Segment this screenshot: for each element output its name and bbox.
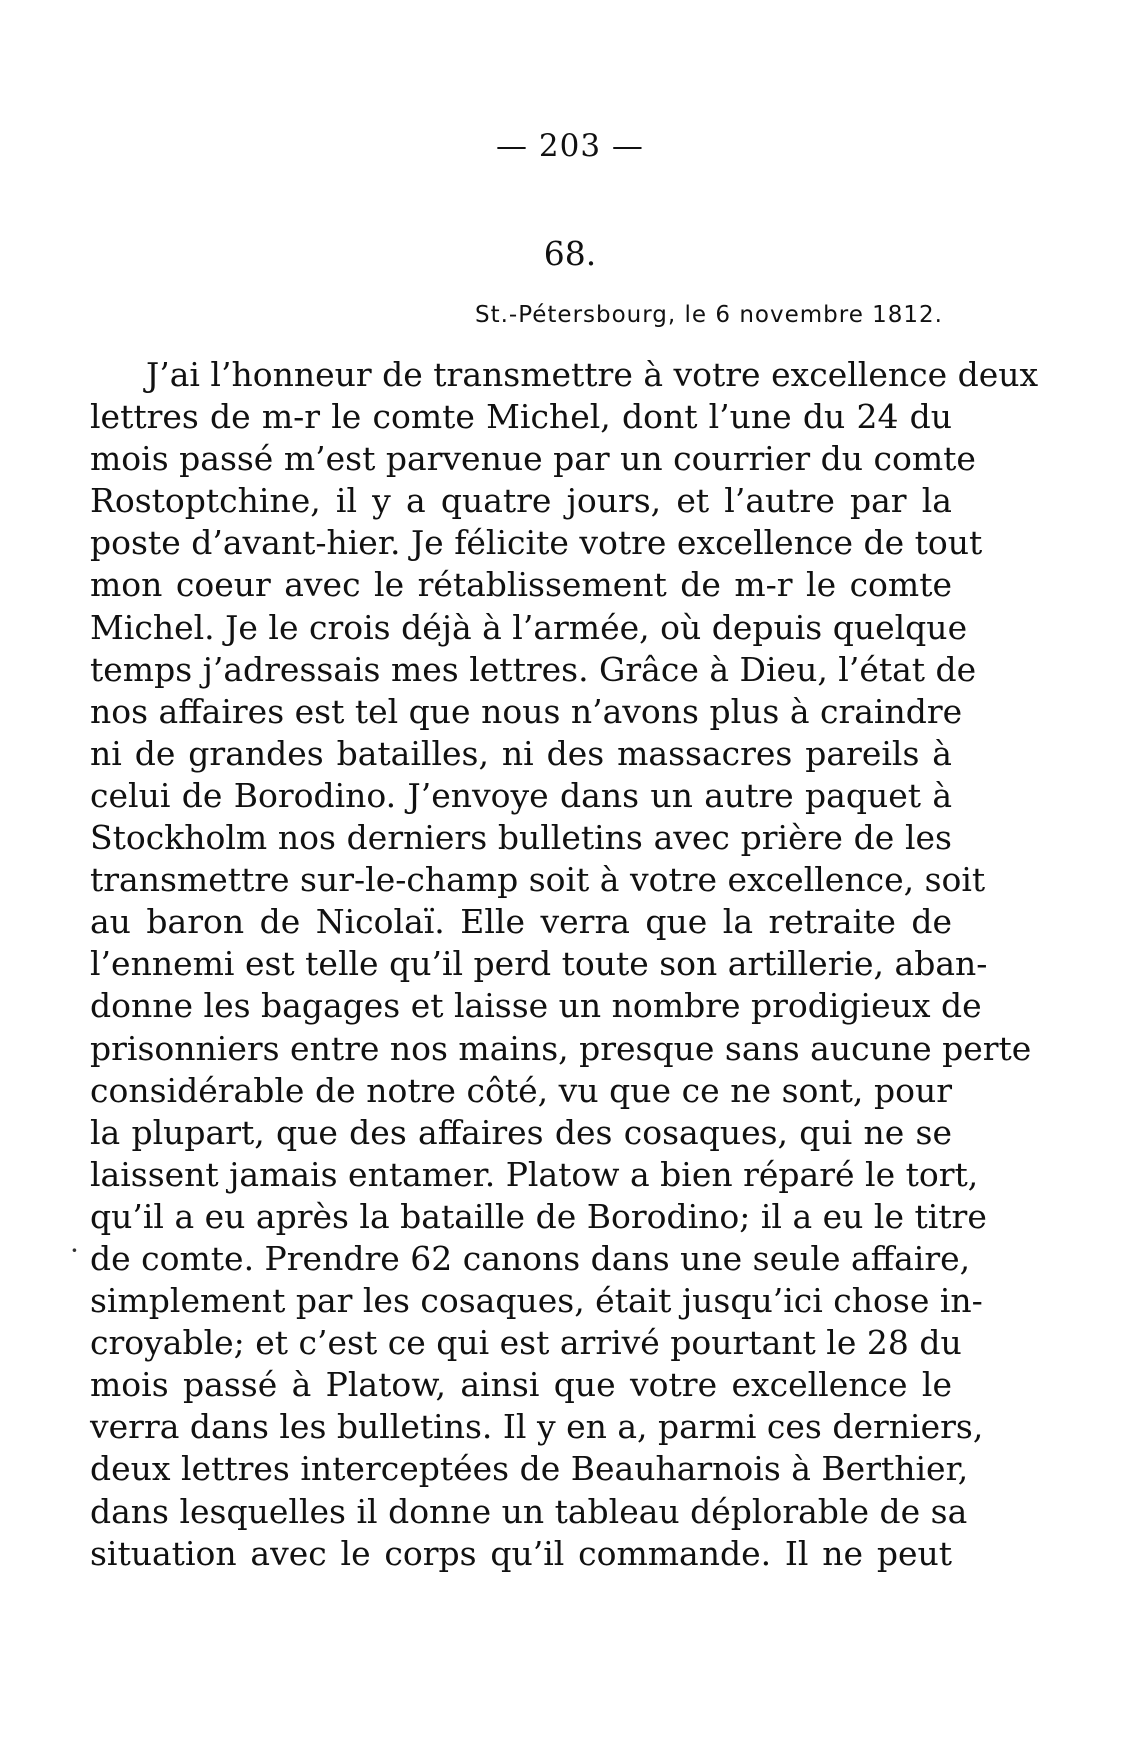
text-line: Rostoptchine, il y a quatre jours, et l’autre par la	[90, 481, 952, 521]
text-line: celui de Borodino. J’envoye dans un autre paquet à	[90, 775, 952, 815]
text-line: deux lettres interceptées de Beauharnois à Berthier,	[90, 1449, 969, 1489]
letter-number: 68.	[543, 234, 597, 273]
text-line: considérable de notre côté, vu que ce ne sont, pour	[90, 1070, 952, 1110]
text-line: laissent jamais entamer. Platow a bien réparé le tort,	[90, 1154, 979, 1194]
text-line: donne les bagages et laisse un nombre prodigieux de	[90, 986, 982, 1026]
margin-dot-mark: ·	[70, 1234, 79, 1267]
text-line: simplement par les cosaques, était jusqu’ici chose in-	[90, 1281, 983, 1321]
text-line: temps j’adressais mes lettres. Grâce à Dieu, l’état de	[90, 649, 977, 689]
page-number: — 203 —	[496, 128, 644, 164]
text-line: Stockholm nos derniers bulletins avec prière de les	[90, 818, 952, 858]
text-line: situation avec le corps qu’il commande. Il ne peut	[90, 1533, 952, 1573]
text-line: verra dans les bulletins. Il y en a, parmi ces derniers,	[90, 1407, 984, 1447]
text-line: ni de grandes batailles, ni des massacres pareils à	[90, 733, 952, 773]
text-line: Michel. Je le crois déjà à l’armée, où depuis quelque	[90, 607, 968, 647]
text-line: J’ai l’honneur de transmettre à votre excellence deux	[146, 355, 1039, 394]
text-line: mois passé m’est parvenue par un courrier du comte	[90, 439, 976, 479]
text-line: lettres de m-r le comte Michel, dont l’une du 24 du	[90, 397, 952, 437]
letter-body	[90, 354, 1039, 1575]
dateline: St.-Pétersbourg, le 6 novembre 1812.	[474, 302, 943, 328]
text-line: mon coeur avec le rétablissement de m-r le comte	[90, 565, 952, 605]
text-line: croyable; et c’est ce qui est arrivé pourtant le 28 du	[90, 1323, 962, 1363]
text-line: transmettre sur-le-champ soit à votre excellence, soit	[90, 860, 986, 900]
text-line: prisonniers entre nos mains, presque sans aucune perte	[90, 1028, 1032, 1068]
text-line: qu’il a eu après la bataille de Borodino; il a eu le titre	[90, 1196, 987, 1236]
text-line: de comte. Prendre 62 canons dans une seule affaire,	[90, 1238, 971, 1278]
text-line: au baron de Nicolaï. Elle verra que la retraite de	[90, 902, 952, 942]
text-line: nos affaires est tel que nous n’avons plus à craindre	[90, 691, 963, 731]
text-line: dans lesquelles il donne un tableau déplorable de sa	[90, 1491, 968, 1531]
text-line: l’ennemi est telle qu’il perd toute son artillerie, aban-	[90, 944, 988, 984]
text-line: la plupart, que des affaires des cosaques, qui ne se	[90, 1112, 952, 1152]
text-line: mois passé à Platow, ainsi que votre excellence le	[90, 1365, 952, 1405]
text-line: poste d’avant-hier. Je félicite votre excellence de tout	[90, 523, 983, 563]
